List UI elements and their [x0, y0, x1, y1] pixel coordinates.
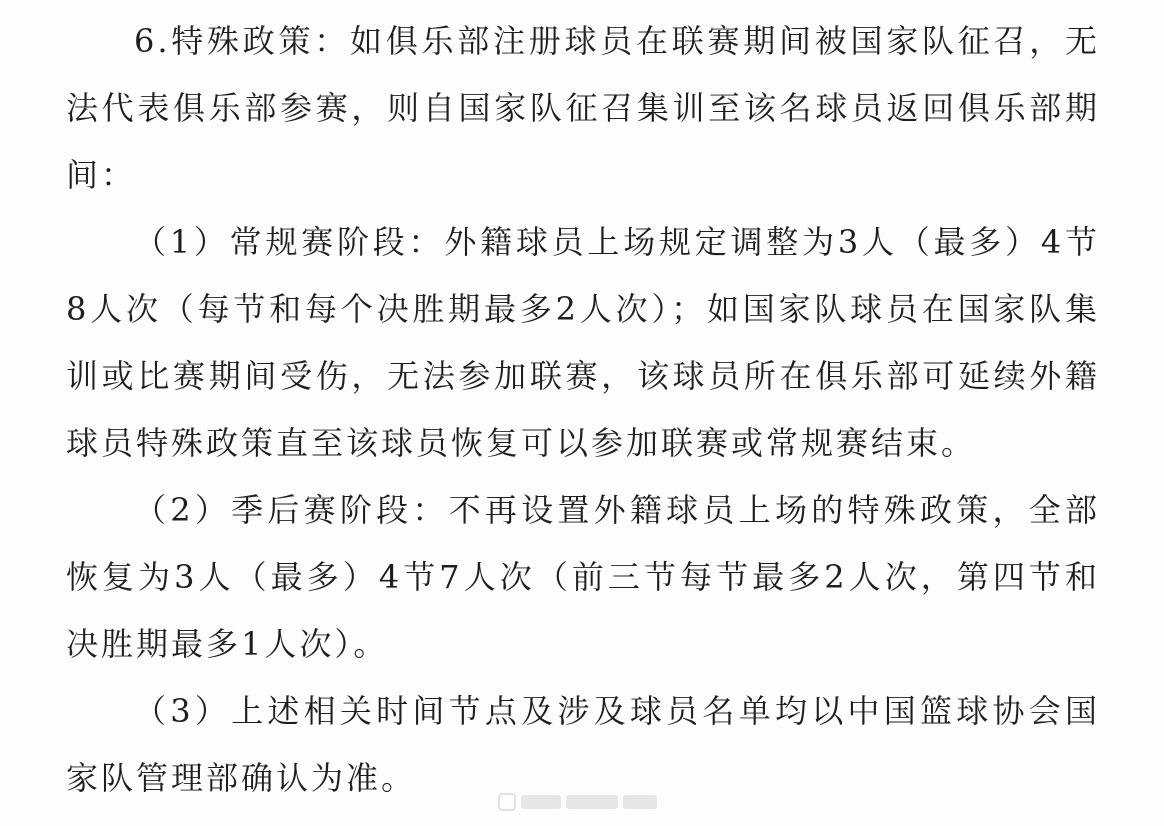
watermark-logo-icon	[498, 793, 516, 811]
watermark-mark	[566, 795, 618, 809]
watermark-mark	[623, 795, 657, 809]
document-body	[66, 8, 1100, 812]
watermark	[498, 789, 670, 815]
paragraph-confirmation: （3）上述相关时间节点及涉及球员名单均以中国篮球协会国家队管理部确认为准。	[66, 692, 1100, 797]
paragraph-special-policy: 6.特殊政策：如俱乐部注册球员在联赛期间被国家队征召，无法代表俱乐部参赛，则自国家队征召集训至该名球员返回俱乐部期间：	[66, 22, 1100, 194]
watermark-mark	[521, 795, 561, 809]
paragraph-regular-season: （1）常规赛阶段：外籍球员上场规定调整为3人（最多）4节8人次（每节和每个决胜期最多2人次）；如国家队球员在国家队集训或比赛期间受伤，无法参加联赛，该球员所在俱乐部可延续外籍球员特殊政策直至该球员恢复可以参加联赛或常规赛结束。	[66, 223, 1100, 462]
paragraph-playoffs: （2）季后赛阶段：不再设置外籍球员上场的特殊政策，全部恢复为3人（最多）4节7人次（前三节每节最多2人次，第四节和决胜期最多1人次）。	[66, 491, 1100, 663]
